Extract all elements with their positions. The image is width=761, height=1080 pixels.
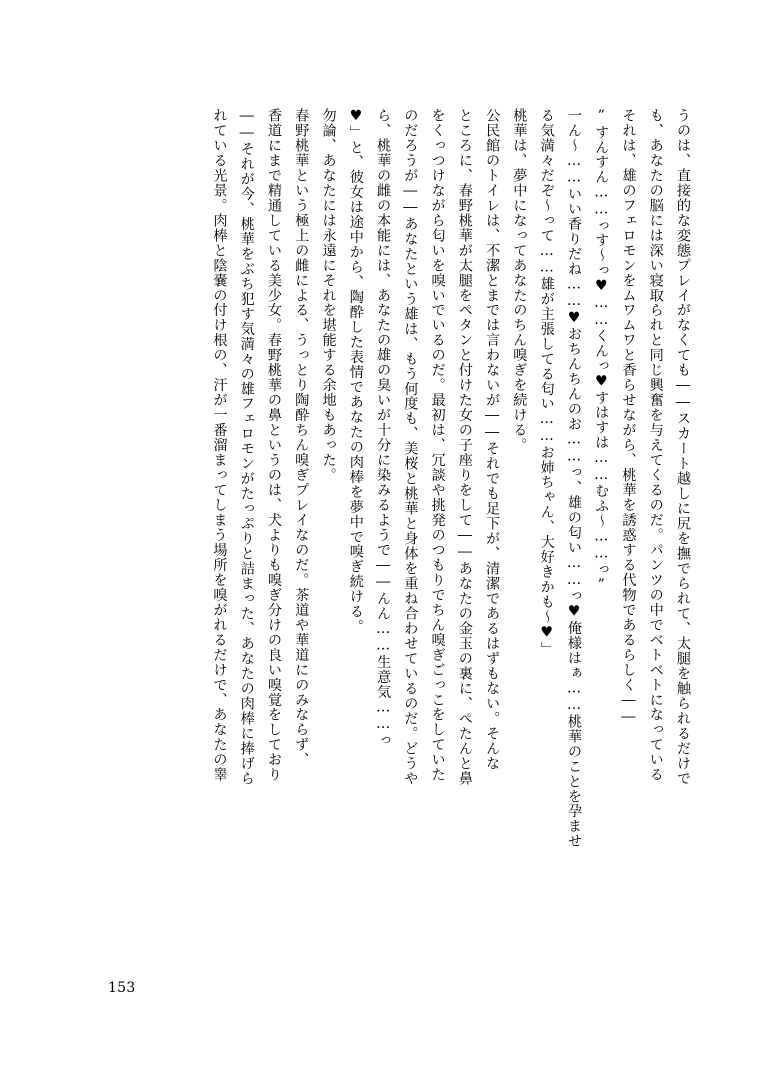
paragraph: のだろうが――あなたという雄は、もう何度も、美桜と桃華と身体を重ね合わせているのだ。どうや <box>402 108 419 786</box>
paragraph: 一ん～……いい香りだね……♥おちんちんのお……っ、雄の匂い……っ♥俺様はぁ……桃華のことを孕ませ <box>565 108 582 849</box>
paragraph: 勿論、あなたには永遠にそれを堪能する余地もあった。 <box>320 108 337 483</box>
paragraph: 桃華は、夢中になってあなたのちん嗅ぎを続ける。 <box>511 108 528 453</box>
vertical-text-body <box>64 108 696 936</box>
paragraph: 香道にまで精通している美少女。春野桃華の鼻というのは、犬よりも嗅ぎ分けの良い嗅覚をしており <box>266 108 283 783</box>
page-number: 153 <box>108 980 136 996</box>
paragraph: をくっつけながら匂いを嗅いでいるのだ。最初は、冗談や挑発のつもりでちん嗅ぎごっこをしていた <box>429 108 446 783</box>
paragraph: うのは、直接的な変態プレイがなくても――スカート越しに尻を撫でられて、太腿を触られるだけで <box>675 108 691 786</box>
paragraph: それは、雄のフェロモンをムワムワと香らせながら、桃華を誘惑する代物であるらしく―― <box>620 108 637 726</box>
paragraph: ”すんすん……っす～っ♥……くんっ♥すはすは……むふ～……っ” <box>593 108 610 595</box>
paragraph: ――それが今、桃華をぶち犯す気満々の雄フェロモンがたっぷりと詰まった、あなたの肉棒に捧げら <box>238 108 255 786</box>
paragraph: ところに、春野桃華が太腿をペタンと付けた女の子座りをして――あなたの金玉の裏に、ぺたんと鼻 <box>456 108 473 786</box>
paragraph: 公民館のトイレは、不潔とまでは言わないが――それでも足下が、清潔であるはずもない。そんな <box>484 108 501 771</box>
paragraph: ら、桃華の雌の本能には、あなたの雄の臭いが十分に染みるようで――んん……生意気……っ <box>375 108 392 749</box>
paragraph: 春野桃華という極上の雌による、うっとり陶酔ちん嗅ぎプレイなのだ。茶道や華道にのみならず、 <box>293 108 310 768</box>
paragraph: れている光景。肉棒と陰嚢の付け根の、汗が一番溜まってしまう場所を嗅がれるだけで、あなたの睾 <box>211 108 228 783</box>
paragraph: る気満々だぞ～って……雄が主張してる匂い……お姉ちゃん、大好きかも～♥」 <box>538 108 555 657</box>
paragraph: も、あなたの脳には深い寝取られと同じ興奮を与えてくるのだ。パンツの中でベトベトになっている <box>647 108 664 783</box>
paragraph: ♥」と、彼女は途中から、陶酔した表情であなたの肉棒を夢中で嗅ぎ続ける。 <box>347 108 364 635</box>
